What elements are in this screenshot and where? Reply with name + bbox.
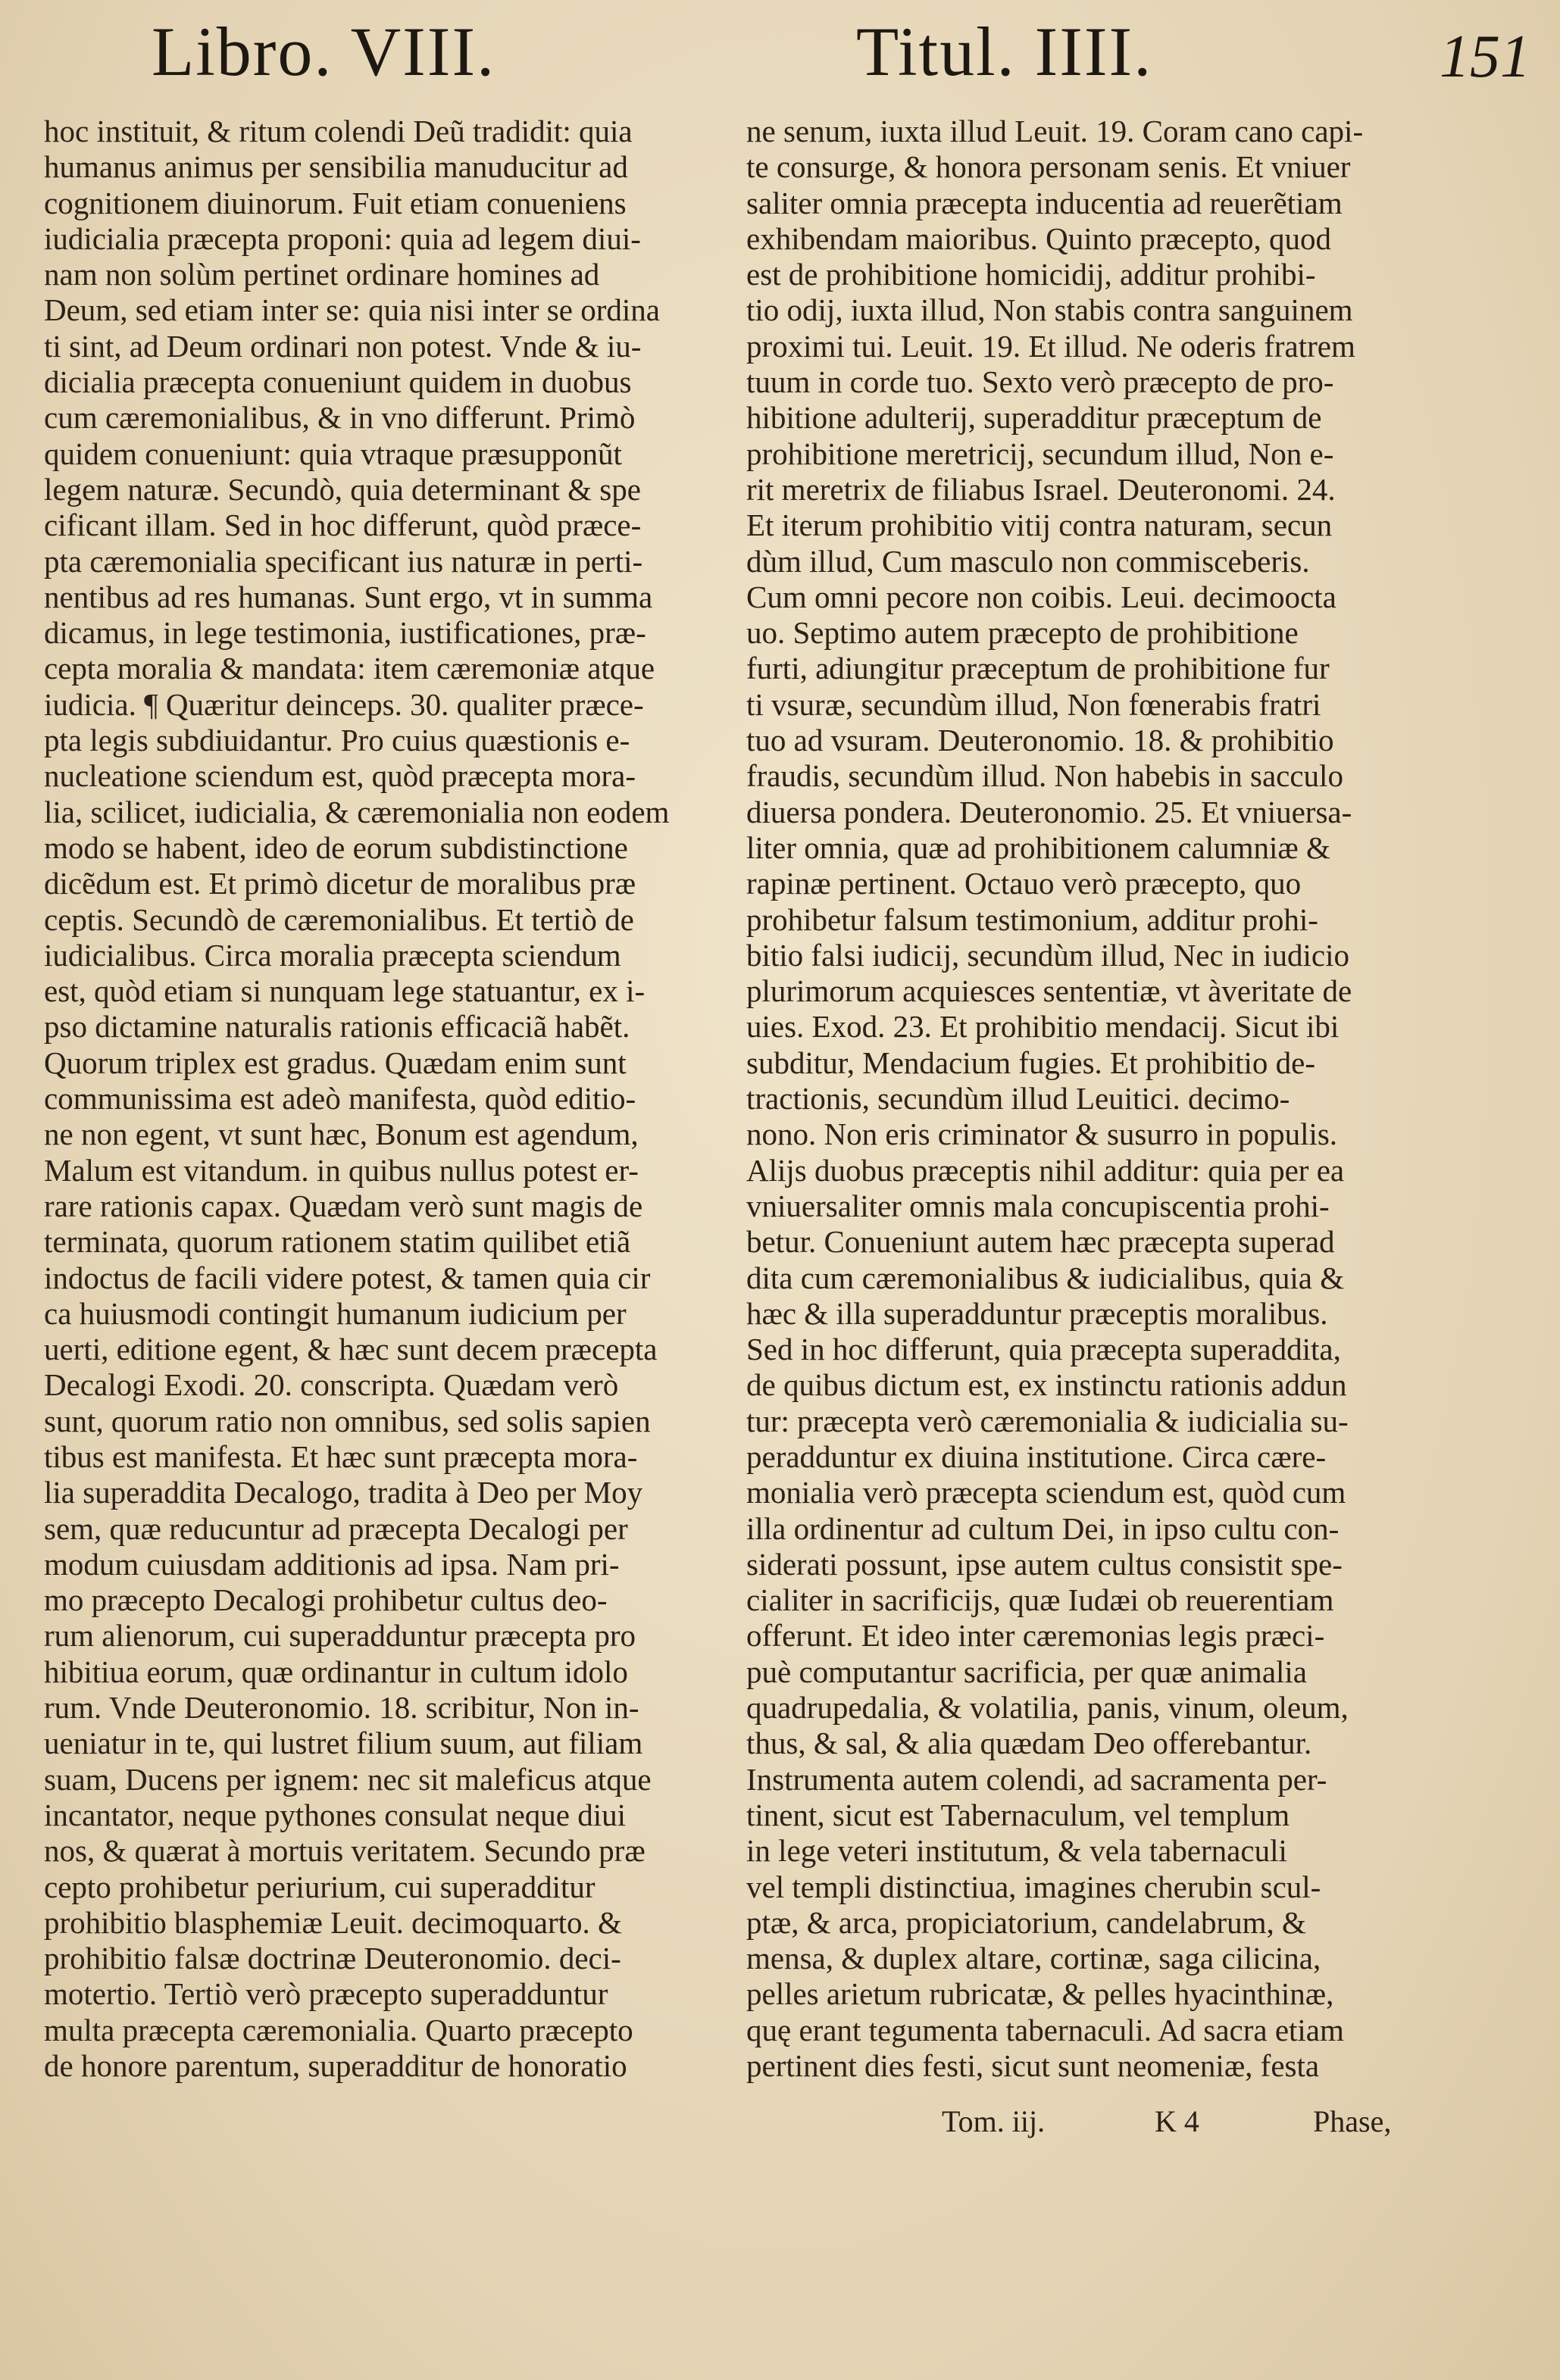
text-line: sunt, quorum ratio non omnibus, sed solis sapien (44, 1403, 651, 1438)
text-line: Sed in hoc differunt, quia præcepta superaddita, (746, 1332, 1341, 1367)
page-number: 151 (1440, 23, 1530, 90)
text-line: mensa, & duplex altare, cortinæ, saga cilicina, (746, 1941, 1321, 1976)
text-line: sem, quæ reducuntur ad præcepta Decalogi per (44, 1510, 628, 1546)
text-line: cificant illam. Sed in hoc differunt, quòd præce- (44, 508, 642, 543)
text-line: dita cum cæremonialibus & iudicialibus, quia & (746, 1260, 1345, 1295)
text-line: rit meretrix de filiabus Israel. Deuteronomi. 24. (746, 471, 1336, 507)
text-line: exhibendam maioribus. Quinto præcepto, quod (746, 220, 1332, 256)
text-line: hibitione adulterij, superadditur præceptum de (746, 400, 1322, 436)
text-line: saliter omnia præcepta inducentia ad reuerẽtiam (746, 185, 1343, 220)
text-line: terminata, quorum rationem statim quilibet etiã (44, 1224, 631, 1260)
text-line: communissima est adeò manifesta, quòd editio- (44, 1081, 636, 1117)
text-line: cepta moralia & mandata: item cæremoniæ atque (44, 651, 655, 686)
text-line: ptæ, & arca, propiciatorium, candelabrum, & (746, 1904, 1306, 1940)
text-line: pta cæremonialia specificant ius naturæ in perti- (44, 543, 643, 579)
text-line: siderati possunt, ipse autem cultus consistit spe- (746, 1546, 1343, 1582)
text-line: quidem conueniunt: quia vtraque præsupponũt (44, 436, 622, 471)
text-line: tinent, sicut est Tabernaculum, vel templum (746, 1797, 1290, 1832)
text-line: ne non egent, vt sunt hæc, Bonum est agendum, (44, 1117, 639, 1152)
text-line: tractionis, secundùm illud Leuitici. decimo- (746, 1081, 1290, 1117)
footer-signature: K 4 (1155, 2104, 1199, 2138)
text-line: nono. Non eris criminator & susurro in populis. (746, 1117, 1338, 1152)
text-line: iudicia. ¶ Quæritur deinceps. 30. qualiter præce- (44, 686, 644, 722)
text-line: modo se habent, ideo de eorum subdistinctione (44, 829, 628, 865)
text-line: iudicialia præcepta proponi: quia ad legem diui- (44, 220, 641, 256)
text-line: modum cuiusdam additionis ad ipsa. Nam pri- (44, 1546, 620, 1582)
text-line: est de prohibitione homicidij, additur prohibi- (746, 257, 1316, 292)
text-line: offerunt. Et ideo inter cæremonias legis præci- (746, 1618, 1325, 1654)
text-line: multa præcepta cæremonialia. Quarto præcepto (44, 2012, 633, 2047)
text-line: rum alienorum, cui superadduntur præcepta pro (44, 1618, 636, 1654)
text-line: vel templi distinctiua, imagines cherubin scul- (746, 1869, 1321, 1904)
text-line: pertinent dies festi, sicut sunt neomeniæ, festa (746, 2048, 1320, 2084)
text-line: Cum omni pecore non coibis. Leui. decimoocta (746, 579, 1336, 614)
text-line: cialiter in sacrificijs, quæ Iudæi ob reuerentiam (746, 1582, 1334, 1618)
running-head-title: Titul. IIII. (856, 13, 1153, 90)
text-line: uerti, editione egent, & hæc sunt decem præcepta (44, 1332, 658, 1367)
left-column (44, 114, 696, 2084)
text-line: Quorum triplex est gradus. Quædam enim sunt (44, 1045, 627, 1080)
running-head-book: Libro. VIII. (152, 13, 496, 90)
text-line: vniuersaliter omnis mala concupiscentia prohi- (746, 1188, 1330, 1223)
text-line: illa ordinentur ad cultum Dei, in ipso cultu con- (746, 1510, 1340, 1546)
text-line: dùm illud, Cum masculo non commisceberis. (746, 543, 1310, 579)
text-line: quadrupedalia, & volatilia, panis, vinum, oleum, (746, 1690, 1349, 1726)
text-line: cognitionem diuinorum. Fuit etiam conueniens (44, 185, 627, 220)
text-line: fraudis, secundùm illud. Non habebis in sacculo (746, 758, 1343, 794)
text-line: ne senum, iuxta illud Leuit. 19. Coram cano capi- (746, 114, 1364, 148)
text-line: tuum in corde tuo. Sexto verò præcepto de pro- (746, 364, 1334, 400)
text-line: hæc & illa superadduntur præceptis moralibus. (746, 1295, 1328, 1331)
text-line: de quibus dictum est, ex instinctu rationis addun (746, 1367, 1347, 1403)
text-line: uo. Septimo autem præcepto de prohibitione (746, 615, 1299, 651)
text-line: puè computantur sacrificia, per quæ animalia (746, 1654, 1308, 1689)
text-line: peradduntur ex diuina institutione. Circa cære- (746, 1438, 1327, 1474)
text-line: indoctus de facili videre potest, & tamen quia cir (44, 1260, 651, 1295)
footer-volume: Tom. iij. (942, 2104, 1046, 2138)
right-column (746, 114, 1405, 2084)
text-line: incantator, neque pythones consulat neque diui (44, 1797, 627, 1832)
text-line: dicialia præcepta conueniunt quidem in duobus (44, 364, 632, 400)
text-line: betur. Conueniunt autem hæc præcepta superad (746, 1224, 1335, 1260)
text-line: hoc instituit, & ritum colendi Deũ tradidit: quia (44, 114, 633, 148)
text-line: Malum est vitandum. in quibus nullus potest er- (44, 1152, 639, 1188)
text-line: motertio. Tertiò verò præcepto superadduntur (44, 1976, 608, 2012)
text-line: diuersa pondera. Deuteronomio. 25. Et vniuersa- (746, 794, 1352, 829)
text-line: pta legis subdiuidantur. Pro cuius quæstionis e- (44, 723, 630, 758)
text-line: nentibus ad res humanas. Sunt ergo, vt in summa (44, 579, 653, 614)
text-line: legem naturæ. Secundò, quia determinant & spe (44, 471, 641, 507)
text-line: rare rationis capax. Quædam verò sunt magis de (44, 1188, 643, 1223)
text-line: humanus animus per sensibilia manuducitur ad (44, 149, 628, 185)
text-line: plurimorum acquiesces sententiæ, vt àveritate de (746, 973, 1352, 1009)
text-line: nos, & quærat à mortuis veritatem. Secundo præ (44, 1833, 646, 1869)
text-line: prohibetur falsum testimonium, additur prohi- (746, 901, 1318, 937)
text-line: dicẽdum est. Et primò dicetur de moralibus præ (44, 866, 636, 901)
text-line: ueniatur in te, qui lustret filium suum, aut filiam (44, 1726, 643, 1761)
text-line: de honore parentum, superadditur de honoratio (44, 2048, 627, 2084)
text-line: furti, adiungitur præceptum de prohibitione fur (746, 651, 1330, 686)
text-line: Alijs duobus præceptis nihil additur: quia per ea (746, 1152, 1345, 1188)
text-line: ca huiusmodi contingit humanum iudicium per (44, 1295, 627, 1331)
text-line: prohibitio falsæ doctrinæ Deuteronomio. deci- (44, 1941, 621, 1976)
text-line: thus, & sal, & alia quædam Deo offerebantur. (746, 1726, 1312, 1761)
text-line: nam non solùm pertinet ordinare homines ad (44, 257, 600, 292)
text-line: rum. Vnde Deuteronomio. 18. scribitur, Non in- (44, 1690, 639, 1726)
text-line: te consurge, & honora personam senis. Et vniuer (746, 149, 1351, 185)
text-line: suam, Ducens per ignem: nec sit maleficus atque (44, 1761, 652, 1797)
text-line: pelles arietum rubricatæ, & pelles hyacinthinæ, (746, 1976, 1334, 2012)
text-line: est, quòd etiam si nunquam lege statuantur, ex i- (44, 973, 646, 1009)
text-line: lia superaddita Decalogo, tradita à Deo per Moy (44, 1475, 643, 1510)
text-line: prohibitione meretricij, secundum illud, Non e- (746, 436, 1334, 471)
text-line: in lege veteri institutum, & vela tabernaculi (746, 1833, 1287, 1869)
text-line: tio odij, iuxta illud, Non stabis contra sanguinem (746, 292, 1353, 328)
text-line: Et iterum prohibitio vitij contra naturam, secun (746, 508, 1333, 543)
text-line: quę erant tegumenta tabernaculi. Ad sacra etiam (746, 2012, 1344, 2047)
text-line: ceptis. Secundò de cæremonialibus. Et tertiò de (44, 901, 634, 937)
text-line: cum cæremonialibus, & in vno differunt. Primò (44, 400, 636, 436)
text-line: ti sint, ad Deum ordinari non potest. Vnde & iu- (44, 328, 642, 364)
text-line: prohibitio blasphemiæ Leuit. decimoquarto. & (44, 1904, 622, 1940)
text-line: lia, scilicet, iudicialia, & cæremonialia non eodem (44, 794, 670, 829)
text-line: liter omnia, quæ ad prohibitionem calumniæ & (746, 829, 1330, 865)
text-line: tibus est manifesta. Et hæc sunt præcepta mora- (44, 1438, 638, 1474)
text-line: bitio falsi iudicij, secundùm illud, Nec in iudicio (746, 937, 1349, 973)
text-line: dicamus, in lege testimonia, iustificationes, præ- (44, 615, 646, 651)
text-line: nucleatione sciendum est, quòd præcepta mora- (44, 758, 636, 794)
text-line: tur: præcepta verò cæremonialia & iudicialia su- (746, 1403, 1349, 1438)
text-line: Decalogi Exodi. 20. conscripta. Quædam verò (44, 1367, 619, 1403)
text-line: cepto prohibetur periurium, cui superadditur (44, 1869, 596, 1904)
text-line: iudicialibus. Circa moralia præcepta sciendum (44, 937, 621, 973)
text-line: Deum, sed etiam inter se: quia nisi inter se ordina (44, 292, 660, 328)
text-line: hibitiua eorum, quæ ordinantur in cultum idolo (44, 1654, 628, 1689)
text-line: Instrumenta autem colendi, ad sacramenta per- (746, 1761, 1327, 1797)
text-line: ti vsuræ, secundùm illud, Non fœnerabis fratri (746, 686, 1321, 722)
text-line: pso dictamine naturalis rationis efficaciã habẽt. (44, 1009, 630, 1045)
text-line: proximi tui. Leuit. 19. Et illud. Ne oderis fratrem (746, 328, 1355, 364)
text-line: mo præcepto Decalogi prohibetur cultus deo- (44, 1582, 608, 1618)
text-line: uies. Exod. 23. Et prohibitio mendacij. Sicut ibi (746, 1009, 1340, 1045)
text-line: monialia verò præcepta sciendum est, quòd cum (746, 1475, 1346, 1510)
text-line: tuo ad vsuram. Deuteronomio. 18. & prohibitio (746, 723, 1334, 758)
text-line: rapinæ pertinent. Octauo verò præcepto, quo (746, 866, 1302, 901)
text-line: subditur, Mendacium fugies. Et prohibitio de- (746, 1045, 1316, 1080)
footer-catchword: Phase, (1313, 2104, 1392, 2138)
